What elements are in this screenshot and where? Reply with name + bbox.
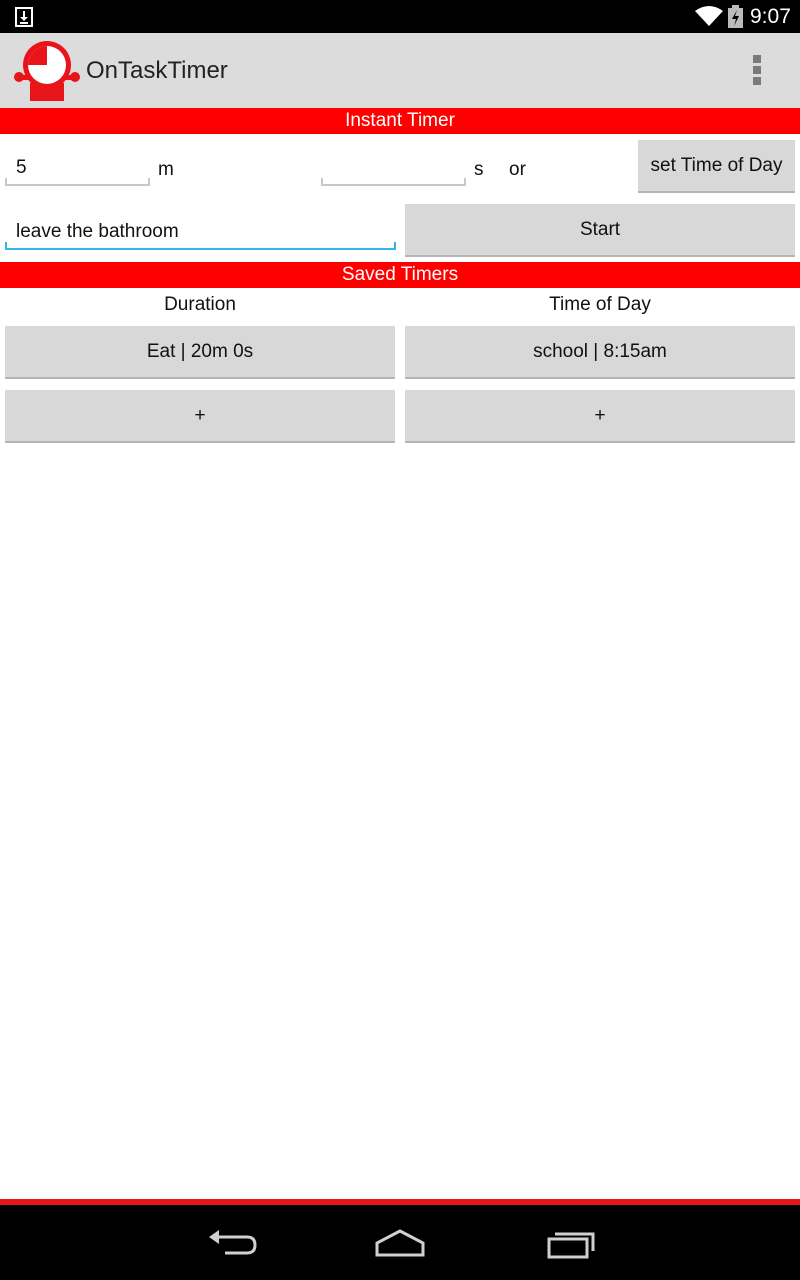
status-clock: 9:07: [750, 5, 791, 28]
seconds-input[interactable]: [321, 146, 466, 186]
start-button[interactable]: Start: [405, 204, 795, 257]
wifi-icon: [694, 5, 724, 27]
set-time-of-day-button[interactable]: set Time of Day: [638, 140, 795, 193]
saved-time-of-day-timer-button[interactable]: school | 8:15am: [405, 326, 795, 379]
add-duration-timer-button[interactable]: +: [5, 390, 395, 443]
seconds-input-wrap: [321, 146, 466, 186]
app-title: OnTaskTimer: [86, 57, 228, 84]
back-icon[interactable]: [203, 1225, 259, 1261]
minutes-input[interactable]: [5, 146, 150, 186]
download-notification-icon: [15, 7, 33, 27]
or-label: or: [509, 159, 526, 180]
status-bar: [0, 0, 800, 33]
action-bar: [0, 33, 800, 108]
duration-column-header: Duration: [164, 294, 236, 315]
saved-duration-timer-button[interactable]: Eat | 20m 0s: [5, 326, 395, 379]
recent-apps-icon[interactable]: [543, 1225, 599, 1261]
home-icon[interactable]: [372, 1225, 428, 1261]
add-time-of-day-timer-button[interactable]: +: [405, 390, 795, 443]
task-name-input[interactable]: [5, 210, 396, 250]
saved-timers-header: Saved Timers: [0, 262, 800, 288]
timer-robot-logo: [14, 39, 80, 103]
minutes-input-wrap: [5, 146, 150, 186]
minutes-unit-label: m: [158, 159, 174, 180]
navigation-bar: [0, 1205, 800, 1280]
task-input-wrap: [5, 210, 396, 250]
seconds-unit-label: s: [474, 159, 484, 180]
battery-icon: [728, 5, 743, 28]
time-of-day-column-header: Time of Day: [549, 294, 651, 315]
instant-timer-header: Instant Timer: [0, 108, 800, 134]
overflow-menu-icon[interactable]: [748, 53, 766, 89]
